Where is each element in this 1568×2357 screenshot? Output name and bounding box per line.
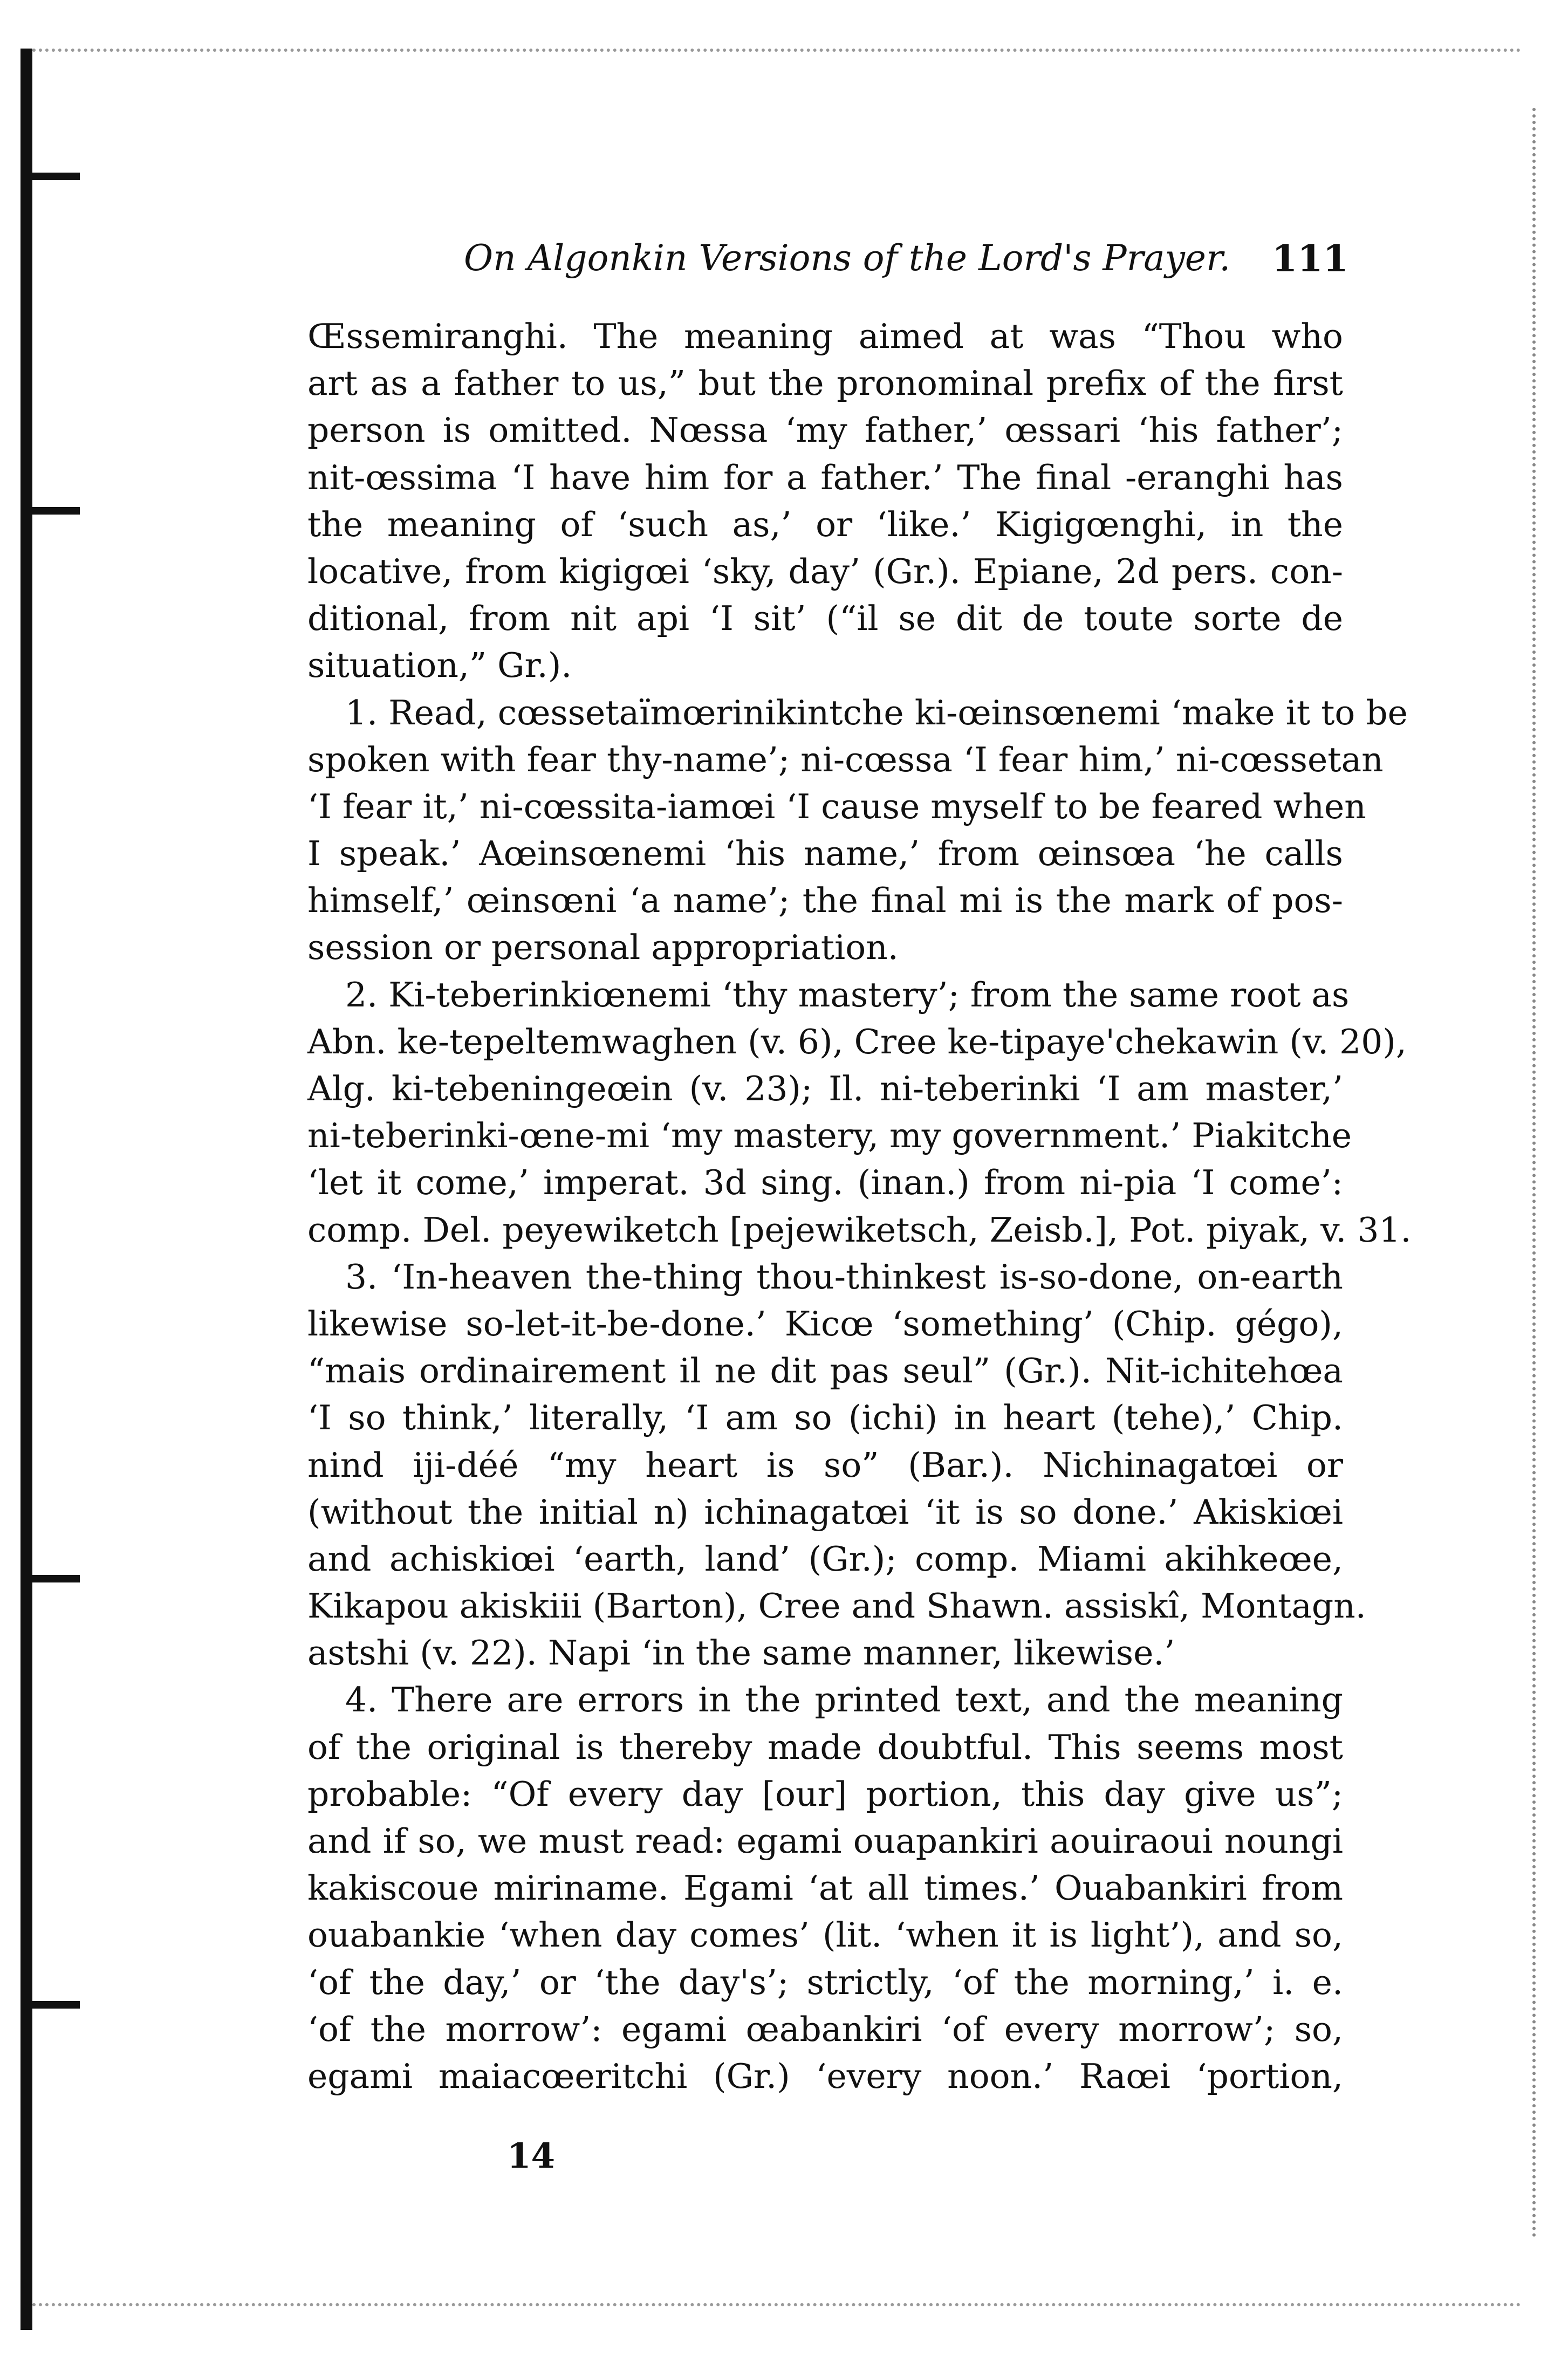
text-line: Alg. ki-tebeningeœin (v. 23); Il. ni-teberinki ‘I am master,’ — [307, 1069, 1343, 1108]
text-line: “mais ordinairement il ne dit pas seul” (Gr.). Nit-ichitehœa — [307, 1351, 1343, 1391]
text-line: 2. Ki-teberinkiœnemi ‘thy mastery’; from the same root as — [345, 975, 1350, 1015]
text-line: Abn. ke-tepeltemwaghen (v. 6), Cree ke-tipaye'chekawin (v. 20), — [307, 1022, 1407, 1061]
text-line: and achiskiœi ‘earth, land’ (Gr.); comp. Miami akihkeœe, — [307, 1539, 1343, 1579]
text-line: situation,” Gr.). — [307, 646, 572, 686]
text-line: ditional, from nit api ‘I sit’ (“il se dit de toute sorte de — [307, 599, 1343, 639]
text-line: ‘of the morrow’: egami œabankiri ‘of every morrow’; so, — [307, 2009, 1343, 2049]
text-line: likewise so-let-it-be-done.’ Kicœ ‘something’ (Chip. gégo), — [307, 1304, 1343, 1344]
text-line: Kikapou akiskiii (Barton), Cree and Shawn. assiskî, Montagn. — [307, 1586, 1366, 1626]
text-line: astshi (v. 22). Napi ‘in the same manner, likewise.’ — [307, 1633, 1175, 1673]
text-line: ‘I so think,’ literally, ‘I am so (ichi) in heart (tehe),’ Chip. — [307, 1398, 1343, 1438]
scan-edge-top — [32, 49, 1521, 55]
text-line: nit-œssima ‘I have him for a father.’ The final -eranghi has — [307, 457, 1343, 497]
text-line: ouabankie ‘when day comes’ (lit. ‘when it is light’), and so, — [307, 1915, 1343, 1955]
text-line: ‘of the day,’ or ‘the day's’; strictly, ‘of the morning,’ i. e. — [307, 1962, 1343, 2002]
text-line: egami maiacœeritchi (Gr.) ‘every noon.’ Raœi ‘portion, — [307, 2056, 1343, 2096]
text-line: nind iji-déé “my heart is so” (Bar.). Nichinagatœi or — [307, 1445, 1343, 1485]
text-line: ‘let it come,’ imperat. 3d sing. (inan.) from ni-pia ‘I come’: — [307, 1163, 1343, 1203]
text-line: probable: “Of every day [our] portion, this day give us”; — [307, 1774, 1343, 1814]
page-number: 111 — [1272, 237, 1348, 280]
text-line: (without the initial n) ichinagatœi ‘it is so done.’ Akiskiœi — [307, 1492, 1343, 1532]
text-line: 1. Read, cœssetaïmœrinikintche ki-œinsœnemi ‘make it to be — [345, 693, 1408, 732]
text-line: Œssemiranghi. The meaning aimed at was “Thou who — [307, 317, 1343, 356]
scan-edge-right — [1529, 108, 1536, 2238]
scan-edge-bottom — [32, 2303, 1521, 2310]
signature-mark: 14 — [507, 2136, 556, 2176]
text-line: 4. There are errors in the printed text, and the meaning — [345, 1680, 1343, 1720]
text-line: art as a father to us,” but the pronominal prefix of the first — [307, 364, 1343, 403]
text-line: kakiscoue miriname. Egami ‘at all times.’ Ouabankiri from — [307, 1868, 1343, 1908]
scan-mark — [20, 507, 80, 515]
text-line: himself,’ œinsœni ‘a name’; the final mi is the mark of pos- — [307, 881, 1343, 921]
text-line: comp. Del. peyewiketch [pejewiketsch, Zeisb.], Pot. piyak, v. 31. — [307, 1210, 1412, 1250]
scan-mark — [20, 173, 80, 180]
text-line: and if so, we must read: egami ouapankiri aouiraoui noungi — [307, 1821, 1343, 1861]
body-text — [307, 313, 1412, 2100]
text-line: ‘I fear it,’ ni-cœssita-iamœi ‘I cause myself to be feared when — [307, 786, 1366, 826]
text-line: spoken with fear thy-name’; ni-cœssa ‘I fear him,’ ni-cœssetan — [307, 739, 1384, 779]
text-line: of the original is thereby made doubtful. This seems most — [307, 1727, 1343, 1767]
text-line: session or personal appropriation. — [307, 928, 899, 968]
scan-binding-edge — [20, 49, 32, 2330]
text-line: 3. ‘In-heaven the-thing thou-thinkest is-so-done, on-earth — [345, 1257, 1343, 1297]
scan-mark — [20, 1575, 80, 1582]
text-line: locative, from kigigœi ‘sky, day’ (Gr.). Epiane, 2d pers. con- — [307, 551, 1343, 591]
text-line: ni-teberinki-œne-mi ‘my mastery, my government.’ Piakitche — [307, 1116, 1352, 1156]
text-line: I speak.’ Aœinsœnemi ‘his name,’ from œinsœa ‘he calls — [307, 834, 1343, 874]
running-head: On Algonkin Versions of the Lord's Prayer. — [464, 237, 1231, 279]
text-line: person is omitted. Nœssa ‘my father,’ œssari ‘his father’; — [307, 410, 1343, 450]
text-line: the meaning of ‘such as,’ or ‘like.’ Kigigœnghi, in the — [307, 504, 1343, 544]
scan-mark — [20, 2001, 80, 2009]
